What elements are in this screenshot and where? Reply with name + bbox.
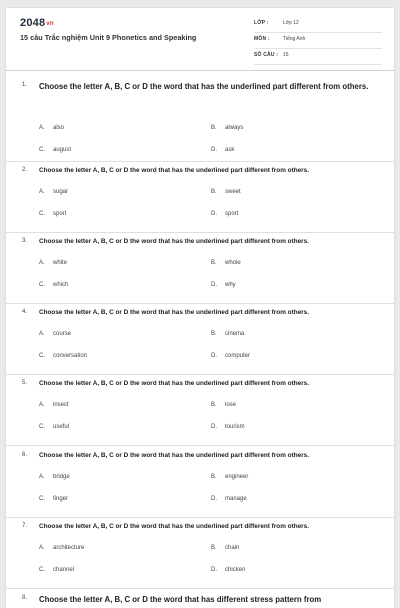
- worksheet-meta: [254, 17, 382, 65]
- question-number: 1.: [22, 82, 28, 88]
- divider: [6, 588, 394, 589]
- question-number: 7.: [22, 523, 28, 529]
- question-text: Choose the letter A, B, C or D the word that has the underlined part different from others.: [39, 452, 309, 459]
- question-number: 6.: [22, 452, 28, 458]
- meta-row-class: LỚP : Lớp 12: [254, 17, 382, 33]
- question-text: Choose the letter A, B, C or D the word that has the underlined part different from others.: [39, 167, 309, 174]
- question-number: 4.: [22, 309, 28, 315]
- question-text: Choose the letter A, B, C or D the word that has the underlined part different from others.: [39, 238, 309, 245]
- worksheet-header: [6, 8, 394, 71]
- divider: [6, 303, 394, 304]
- worksheet-title: 15 câu Trắc nghiệm Unit 9 Phonetics and Speaking: [20, 33, 197, 42]
- worksheet-page: 2048vn 15 câu Trắc nghiệm Unit 9 Phonetics and Speaking LỚP : Lớp 12 MÔN : Tiếng Anh SỐ CÂU : 15 1. Choose the letter A, B, C or D the word that has the underlined part different from others. A. also B. always C. august D. ask 2. Choose the letter A, B, C or D the word that has the underlined part different from others. A. sugar B. sweet C. sport D. sport 3. Choose the letter A, B, C or D the word that has the underlined part different from others. A. white B. whole C. which D. why 4. Choose the letter A, B, C or D the word that has the underlined part different from others. A. course B. cinema C. conversation D. computer 5. Choose the letter A, B, C or D the word that has the underlined part different from others. A. insect B. lose C. useful D. tourism 6. Choose the letter A, B, C or D the word that has the underlined part different from others. A. bridge B. engineer C. finger D. manage 7. Choose the letter A, B, C or D the word that has the underlined part different from others. A. architecture B. chain C. channel D. chicken 8. Choose the letter A, B, C or D the word that has different stress pattern from: [6, 8, 394, 608]
- site-logo[interactable]: 2048vn: [20, 17, 54, 29]
- question-text: Choose the letter A, B, C or D the word that has different stress pattern from: [39, 595, 322, 604]
- divider: [6, 232, 394, 233]
- question-text: Choose the letter A, B, C or D the word that has the underlined part different from others.: [39, 523, 309, 530]
- question-number: 8.: [22, 595, 28, 601]
- divider: [6, 161, 394, 162]
- question-number: 2.: [22, 167, 28, 173]
- question-text: Choose the letter A, B, C or D the word that has the underlined part different from others.: [39, 380, 309, 387]
- meta-row-subject: MÔN : Tiếng Anh: [254, 33, 382, 49]
- divider: [6, 445, 394, 446]
- question-text: Choose the letter A, B, C or D the word that has the underlined part different from others.: [39, 82, 369, 91]
- meta-row-count: SỐ CÂU : 15: [254, 49, 382, 65]
- divider: [6, 517, 394, 518]
- question-text: Choose the letter A, B, C or D the word that has the underlined part different from others.: [39, 309, 309, 316]
- question-number: 5.: [22, 380, 28, 386]
- divider: [6, 374, 394, 375]
- question-number: 3.: [22, 238, 28, 244]
